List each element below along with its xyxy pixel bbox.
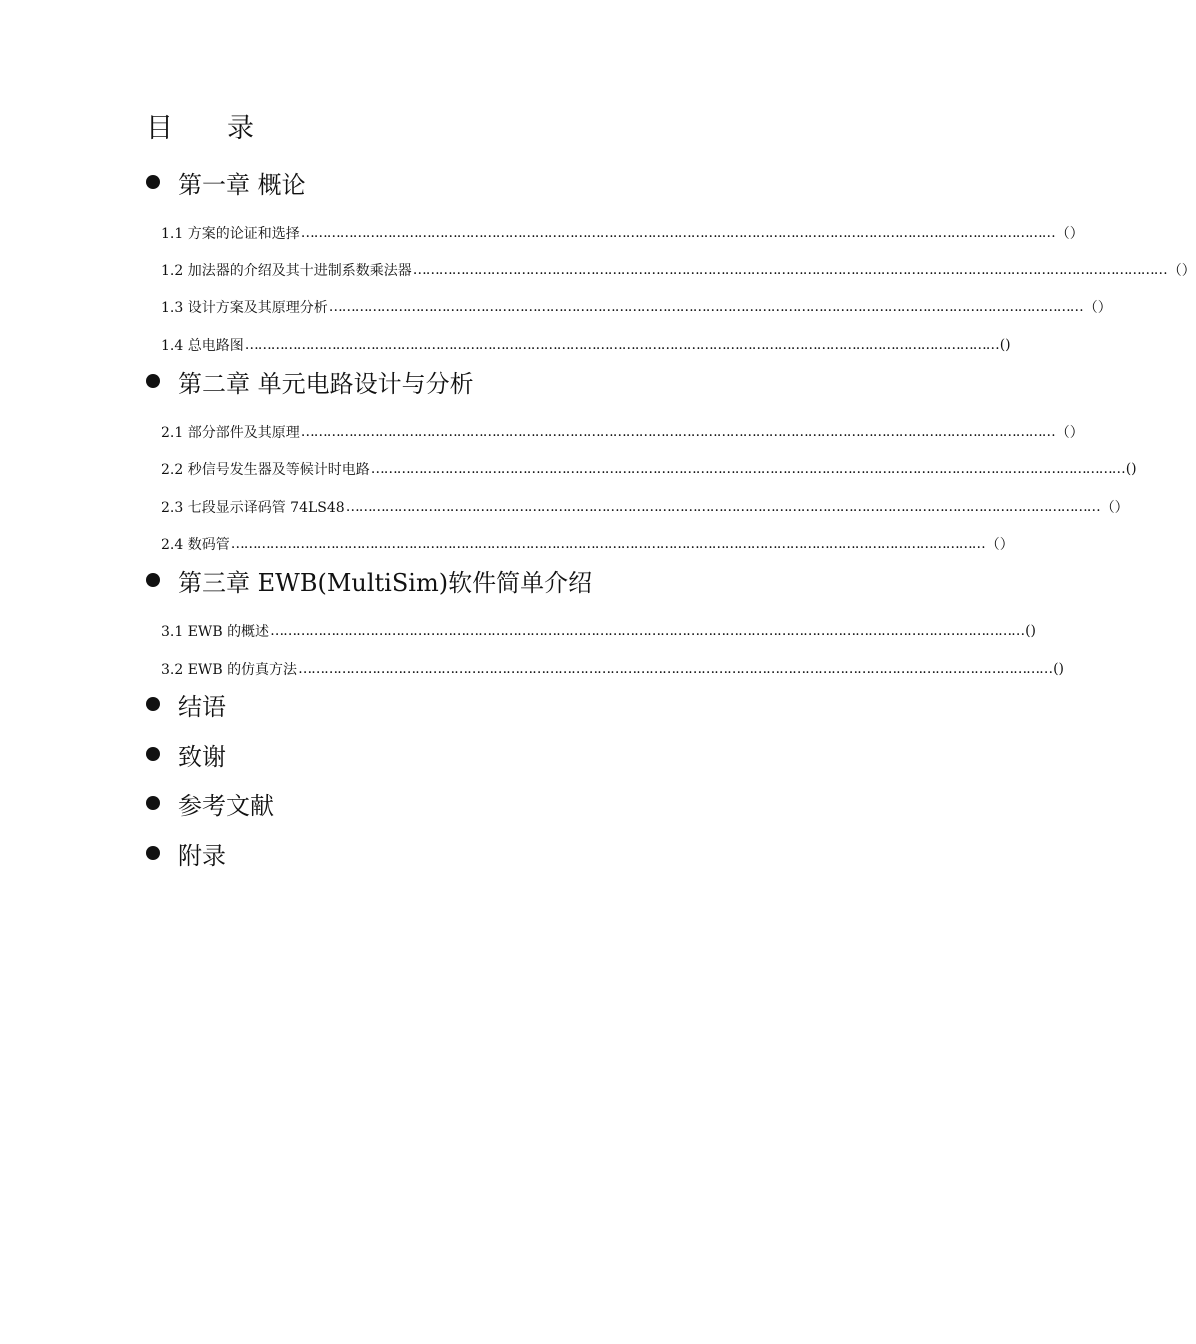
page-number: （） [1055, 425, 1084, 441]
toc-entry-2-2[interactable] [161, 458, 1137, 480]
toc-entry-1-3[interactable] [161, 296, 1112, 318]
entry-label: 2.1 部分部件及其原理 [161, 425, 300, 441]
toc-entry-2-3[interactable] [161, 496, 1129, 518]
bullet-icon [146, 697, 160, 711]
dot-leader: ………………………………………………………………………………………………………………………………………………………… [412, 262, 1167, 278]
page-number: () [999, 337, 1011, 353]
bullet-icon [146, 747, 160, 761]
toc-entry-3-2[interactable] [161, 658, 1064, 680]
dot-leader: ………………………………………………………………………………………………………………………………………………………… [345, 499, 1100, 515]
item-heading: 参考文献 [178, 791, 274, 820]
dot-leader: ………………………………………………………………………………………………………………………………………………………… [244, 337, 999, 353]
toc-item-appendix[interactable] [146, 835, 226, 871]
entry-label: 2.3 七段显示译码管 74LS48 [161, 500, 345, 516]
toc-entry-1-1[interactable] [161, 222, 1084, 244]
dot-leader: ………………………………………………………………………………………………………………………………………………………… [230, 536, 985, 552]
chapter-3[interactable] [146, 562, 592, 598]
page-number: （） [1083, 300, 1112, 316]
entry-label: 1.4 总电路图 [161, 338, 244, 354]
dot-leader: ………………………………………………………………………………………………………………………………………………………… [298, 661, 1053, 677]
bullet-icon [146, 573, 160, 587]
chapter-1[interactable] [146, 164, 306, 200]
page-number: （） [1167, 263, 1196, 279]
page-number: （） [1055, 226, 1084, 242]
toc-entry-2-4[interactable] [161, 533, 1014, 555]
page-number: () [1053, 661, 1064, 677]
dot-leader: ………………………………………………………………………………………………………………………………………………………… [270, 623, 1025, 639]
bullet-icon [146, 846, 160, 860]
bullet-icon [146, 796, 160, 810]
bullet-icon [146, 374, 160, 388]
toc-item-references[interactable] [146, 785, 274, 821]
toc-entry-3-1[interactable] [161, 620, 1036, 642]
entry-label: 1.2 加法器的介绍及其十进制系数乘法器 [161, 263, 412, 279]
entry-label: 2.4 数码管 [161, 537, 230, 553]
bullet-icon [146, 175, 160, 189]
item-heading: 结语 [178, 692, 226, 721]
page-number: () [1125, 461, 1137, 477]
chapter-heading: 第二章 单元电路设计与分析 [178, 369, 474, 398]
page-number: （） [1100, 500, 1129, 516]
item-heading: 附录 [178, 841, 226, 870]
page-number: （） [985, 537, 1014, 553]
chapter-2[interactable] [146, 363, 474, 399]
toc-item-conclusion[interactable] [146, 686, 226, 722]
toc-title: 目 录 [146, 113, 254, 144]
dot-leader: ………………………………………………………………………………………………………………………………………………………… [300, 225, 1055, 241]
dot-leader: ………………………………………………………………………………………………………………………………………………………… [328, 299, 1083, 315]
entry-label: 1.3 设计方案及其原理分析 [161, 300, 328, 316]
entry-label: 2.2 秒信号发生器及等候计时电路 [161, 462, 370, 478]
dot-leader: ………………………………………………………………………………………………………………………………………………………… [370, 461, 1125, 477]
toc-entry-1-4[interactable] [161, 334, 1011, 356]
dot-leader: ………………………………………………………………………………………………………………………………………………………… [300, 424, 1055, 440]
chapter-heading: 第三章 EWB(MultiSim)软件简单介绍 [178, 568, 593, 597]
toc-entry-2-1[interactable] [161, 421, 1084, 443]
entry-label: 3.2 EWB 的仿真方法 [161, 662, 298, 678]
entry-label: 1.1 方案的论证和选择 [161, 226, 300, 242]
toc-item-acknowledgements[interactable] [146, 736, 226, 772]
page-number: () [1025, 623, 1036, 639]
toc-entry-1-2[interactable] [161, 259, 1196, 281]
chapter-heading: 第一章 概论 [178, 170, 306, 199]
entry-label: 3.1 EWB 的概述 [161, 624, 270, 640]
item-heading: 致谢 [178, 742, 226, 771]
